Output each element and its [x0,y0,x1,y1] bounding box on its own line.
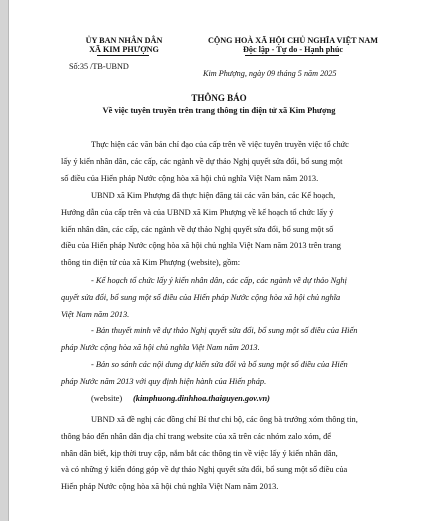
bullet-line: quyết sửa đổi, bổ sung một số điều của Hiến pháp Nước cộng hòa xã hội chủ nghĩa [61,292,341,302]
paragraph-line: thông báo đến nhân dân địa chỉ trang website của xã trên các nhóm zalo xóm, để [61,431,331,441]
bullet-line: Việt Nam năm 2013. [61,309,130,319]
document-number: Số:35 /TB-UBND [69,62,129,71]
paragraph-line: lấy ý kiến nhân dân, các cấp, các ngành về dự thảo Nghị quyết sửa đổi, bổ sung một [61,156,343,166]
website-label: (website) [91,394,123,403]
paragraph-line: UBND xã đề nghị các đồng chí Bí thư chi bộ, các ông bà trưởng xóm thông tin, [91,415,358,424]
document-page [8,0,428,521]
notice-title: THÔNG BÁO [191,93,247,103]
nation-motto: Độc lập - Tự do - Hạnh phúc [242,45,344,54]
bullet-line: - Bản thuyết minh về dự thảo Nghị quyết sửa đổi, bổ sung một số điều của Hiến [91,326,358,335]
bullet-comparison [61,357,411,391]
paragraph-2 [61,188,411,272]
nation-title: CỘNG HOÀ XÃ HỘI CHỦ NGHĨA VIỆT NAM [207,36,379,45]
bullet-line: - Kế hoạch tổ chức lấy ý kiến nhân dân, các cấp, các ngành về dự thảo Nghị [91,276,347,285]
paragraph-line: thông tin điện tử của xã Kim Phượng (website), gồm: [61,258,241,268]
motto-underline [245,55,339,56]
paragraph-line: kiến nhân dân, các cấp, các ngành về dự thảo Nghị quyết sửa đổi, bổ sung một số [61,224,334,234]
website-url[interactable]: (kimphuong.dinhhoa.thaiguyen.gov.vn) [133,394,270,403]
bullet-line: pháp Nước cộng hòa xã hội chủ nghĩa Việt Nam năm 2013. [61,342,260,352]
bullet-line: - Bản so sánh các nội dung dự kiến sửa đổi và bổ sung một số điều của Hiến [91,360,348,369]
notice-subject: Về việc tuyên truyền trên trang thông tin điện tử xã Kim Phượng [102,106,336,115]
bullet-line: pháp Nước năm 2013 với quy định hiện hành của Hiến pháp. [61,376,267,386]
paragraph-line: UBND xã Kim Phượng đã thực hiện đăng tải các văn bản, các Kế hoạch, [91,191,336,200]
paragraph-line: Thực hiện các văn bản chỉ đạo của cấp trên về việc tuyên truyền việc tổ chức [91,140,349,149]
org-name-line1: ỦY BAN NHÂN DÂN [85,36,163,45]
paragraph-line: số điều của Hiến pháp Nước cộng hòa xã hội chủ nghĩa Việt Nam năm 2013. [61,173,319,183]
paragraph-line: và có những ý kiến đóng góp về dự thảo Nghị quyết sửa đổi, bổ sung một số điều của [61,465,348,475]
org-underline [97,55,149,56]
place-date: Kim Phượng, ngày 09 tháng 5 năm 2025 [203,69,337,78]
paragraph-line: nhân dân biết, kịp thời truy cập, nắm bắt các thông tin về việc lấy ý kiến nhân dân, [61,448,338,458]
paragraph-line: điều của Hiến pháp Nước cộng hòa xã hội chủ nghĩa Việt Nam năm 2013 trên trang [61,241,341,251]
paragraph-3 [61,412,411,496]
bullet-explanation [61,323,411,357]
paragraph-line: Hiến pháp Nước cộng hòa xã hội chủ nghĩa Việt Nam năm 2013. [61,482,279,492]
org-name-line2: XÃ KIM PHƯỢNG [89,45,159,54]
bullet-plan [61,273,411,323]
paragraph-1 [61,137,411,187]
paragraph-line: Hướng dẫn của cấp trên và của UBND xã Kim Phượng về kế hoạch tổ chức lấy ý [61,207,334,217]
